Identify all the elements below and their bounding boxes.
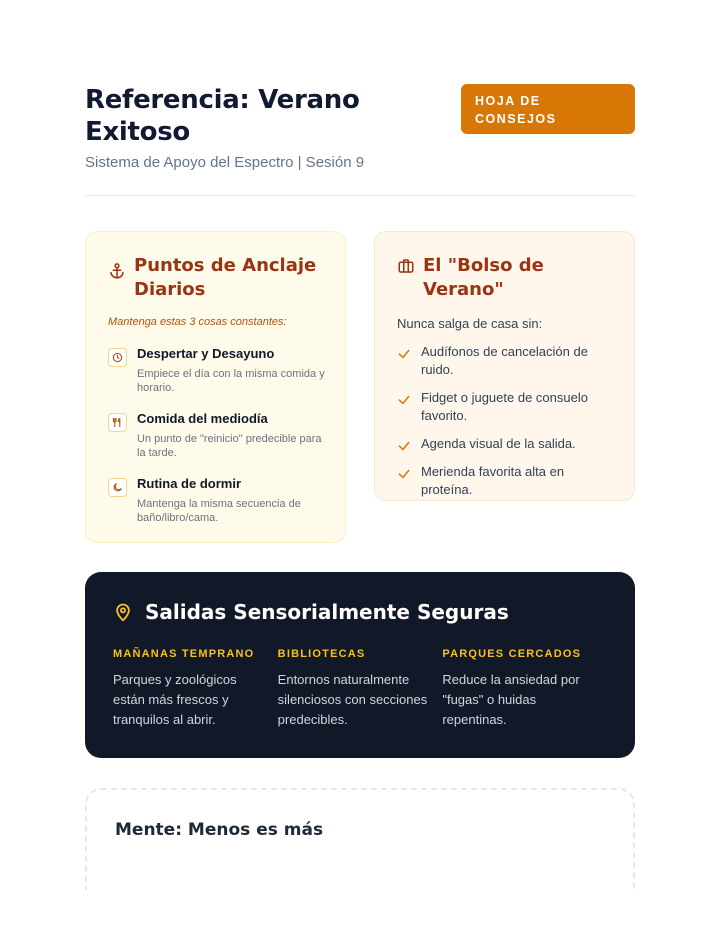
summer-bag-intro: Nunca salga de casa sin: bbox=[397, 316, 543, 331]
outing-column-text: Parques y zoológicos están más frescos y tranquilos al abrir. bbox=[113, 672, 237, 727]
anchor-item-name: Comida del mediodía bbox=[137, 411, 268, 426]
anchor-list bbox=[108, 346, 325, 525]
anchor-item-desc: Empiece el día con la misma comida y horario. bbox=[137, 368, 325, 394]
outing-column-title: MAÑANAS TEMPRANO bbox=[113, 648, 255, 660]
list-item-text: Agenda visual de la salida. bbox=[421, 436, 576, 451]
check-icon bbox=[397, 347, 411, 361]
daily-anchors-title: Puntos de Anclaje Diarios bbox=[134, 255, 317, 300]
summer-bag-card bbox=[374, 231, 635, 501]
outing-column-text: Reduce la ansiedad por "fugas" o huidas repentinas. bbox=[442, 672, 580, 727]
list-item bbox=[397, 463, 614, 499]
summer-bag-list bbox=[397, 343, 614, 499]
list-item bbox=[397, 435, 614, 453]
moon-icon bbox=[112, 482, 123, 493]
list-item bbox=[397, 389, 614, 425]
page-cutoff bbox=[0, 890, 720, 932]
tip-sheet-badge: HOJA DE CONSEJOS bbox=[461, 84, 635, 134]
anchor-icon bbox=[108, 262, 126, 280]
check-icon bbox=[397, 467, 411, 481]
list-item-text: Fidget o juguete de consuelo favorito. bbox=[421, 390, 588, 423]
daily-anchors-card bbox=[85, 231, 346, 543]
anchor-item-name: Despertar y Desayuno bbox=[137, 346, 275, 361]
page-subtitle: Sistema de Apoyo del Espectro | Sesión 9 bbox=[85, 154, 365, 171]
outing-column bbox=[278, 648, 443, 730]
briefcase-icon bbox=[397, 257, 415, 275]
list-item-text: Audífonos de cancelación de ruido. bbox=[421, 344, 588, 377]
anchor-item bbox=[108, 411, 325, 460]
outing-column bbox=[113, 648, 278, 730]
mind-section-title: Mente: Menos es más bbox=[115, 820, 324, 840]
check-icon bbox=[397, 393, 411, 407]
outing-column-title: BIBLIOTECAS bbox=[277, 648, 366, 660]
page-header bbox=[85, 84, 635, 196]
outing-column-text: Entornos naturalmente silenciosos con secciones predecibles. bbox=[277, 672, 428, 727]
summer-bag-title: El "Bolso de Verano" bbox=[423, 255, 544, 300]
anchor-item bbox=[108, 346, 325, 395]
outing-column-title: PARQUES CERCADOS bbox=[442, 648, 582, 660]
anchor-item-desc: Un punto de "reinicio" predecible para la tarde. bbox=[137, 433, 322, 459]
outing-column bbox=[442, 648, 607, 730]
page-title: Referencia: Verano Exitoso bbox=[85, 85, 360, 147]
list-item bbox=[397, 343, 614, 379]
sensory-outings-title: Salidas Sensorialmente Seguras bbox=[145, 600, 509, 624]
anchor-item-desc: Mantenga la misma secuencia de baño/libro/cama. bbox=[137, 498, 301, 524]
utensils-icon bbox=[112, 417, 123, 428]
map-pin-icon bbox=[113, 602, 133, 622]
anchor-item-name: Rutina de dormir bbox=[137, 476, 242, 491]
list-item-text: Merienda favorita alta en proteína. bbox=[421, 464, 565, 497]
sensory-outings-panel bbox=[85, 572, 635, 758]
check-icon bbox=[397, 439, 411, 453]
anchor-item bbox=[108, 476, 325, 525]
clock-icon bbox=[112, 352, 123, 363]
daily-anchors-intro: Mantenga estas 3 cosas constantes: bbox=[108, 316, 287, 328]
